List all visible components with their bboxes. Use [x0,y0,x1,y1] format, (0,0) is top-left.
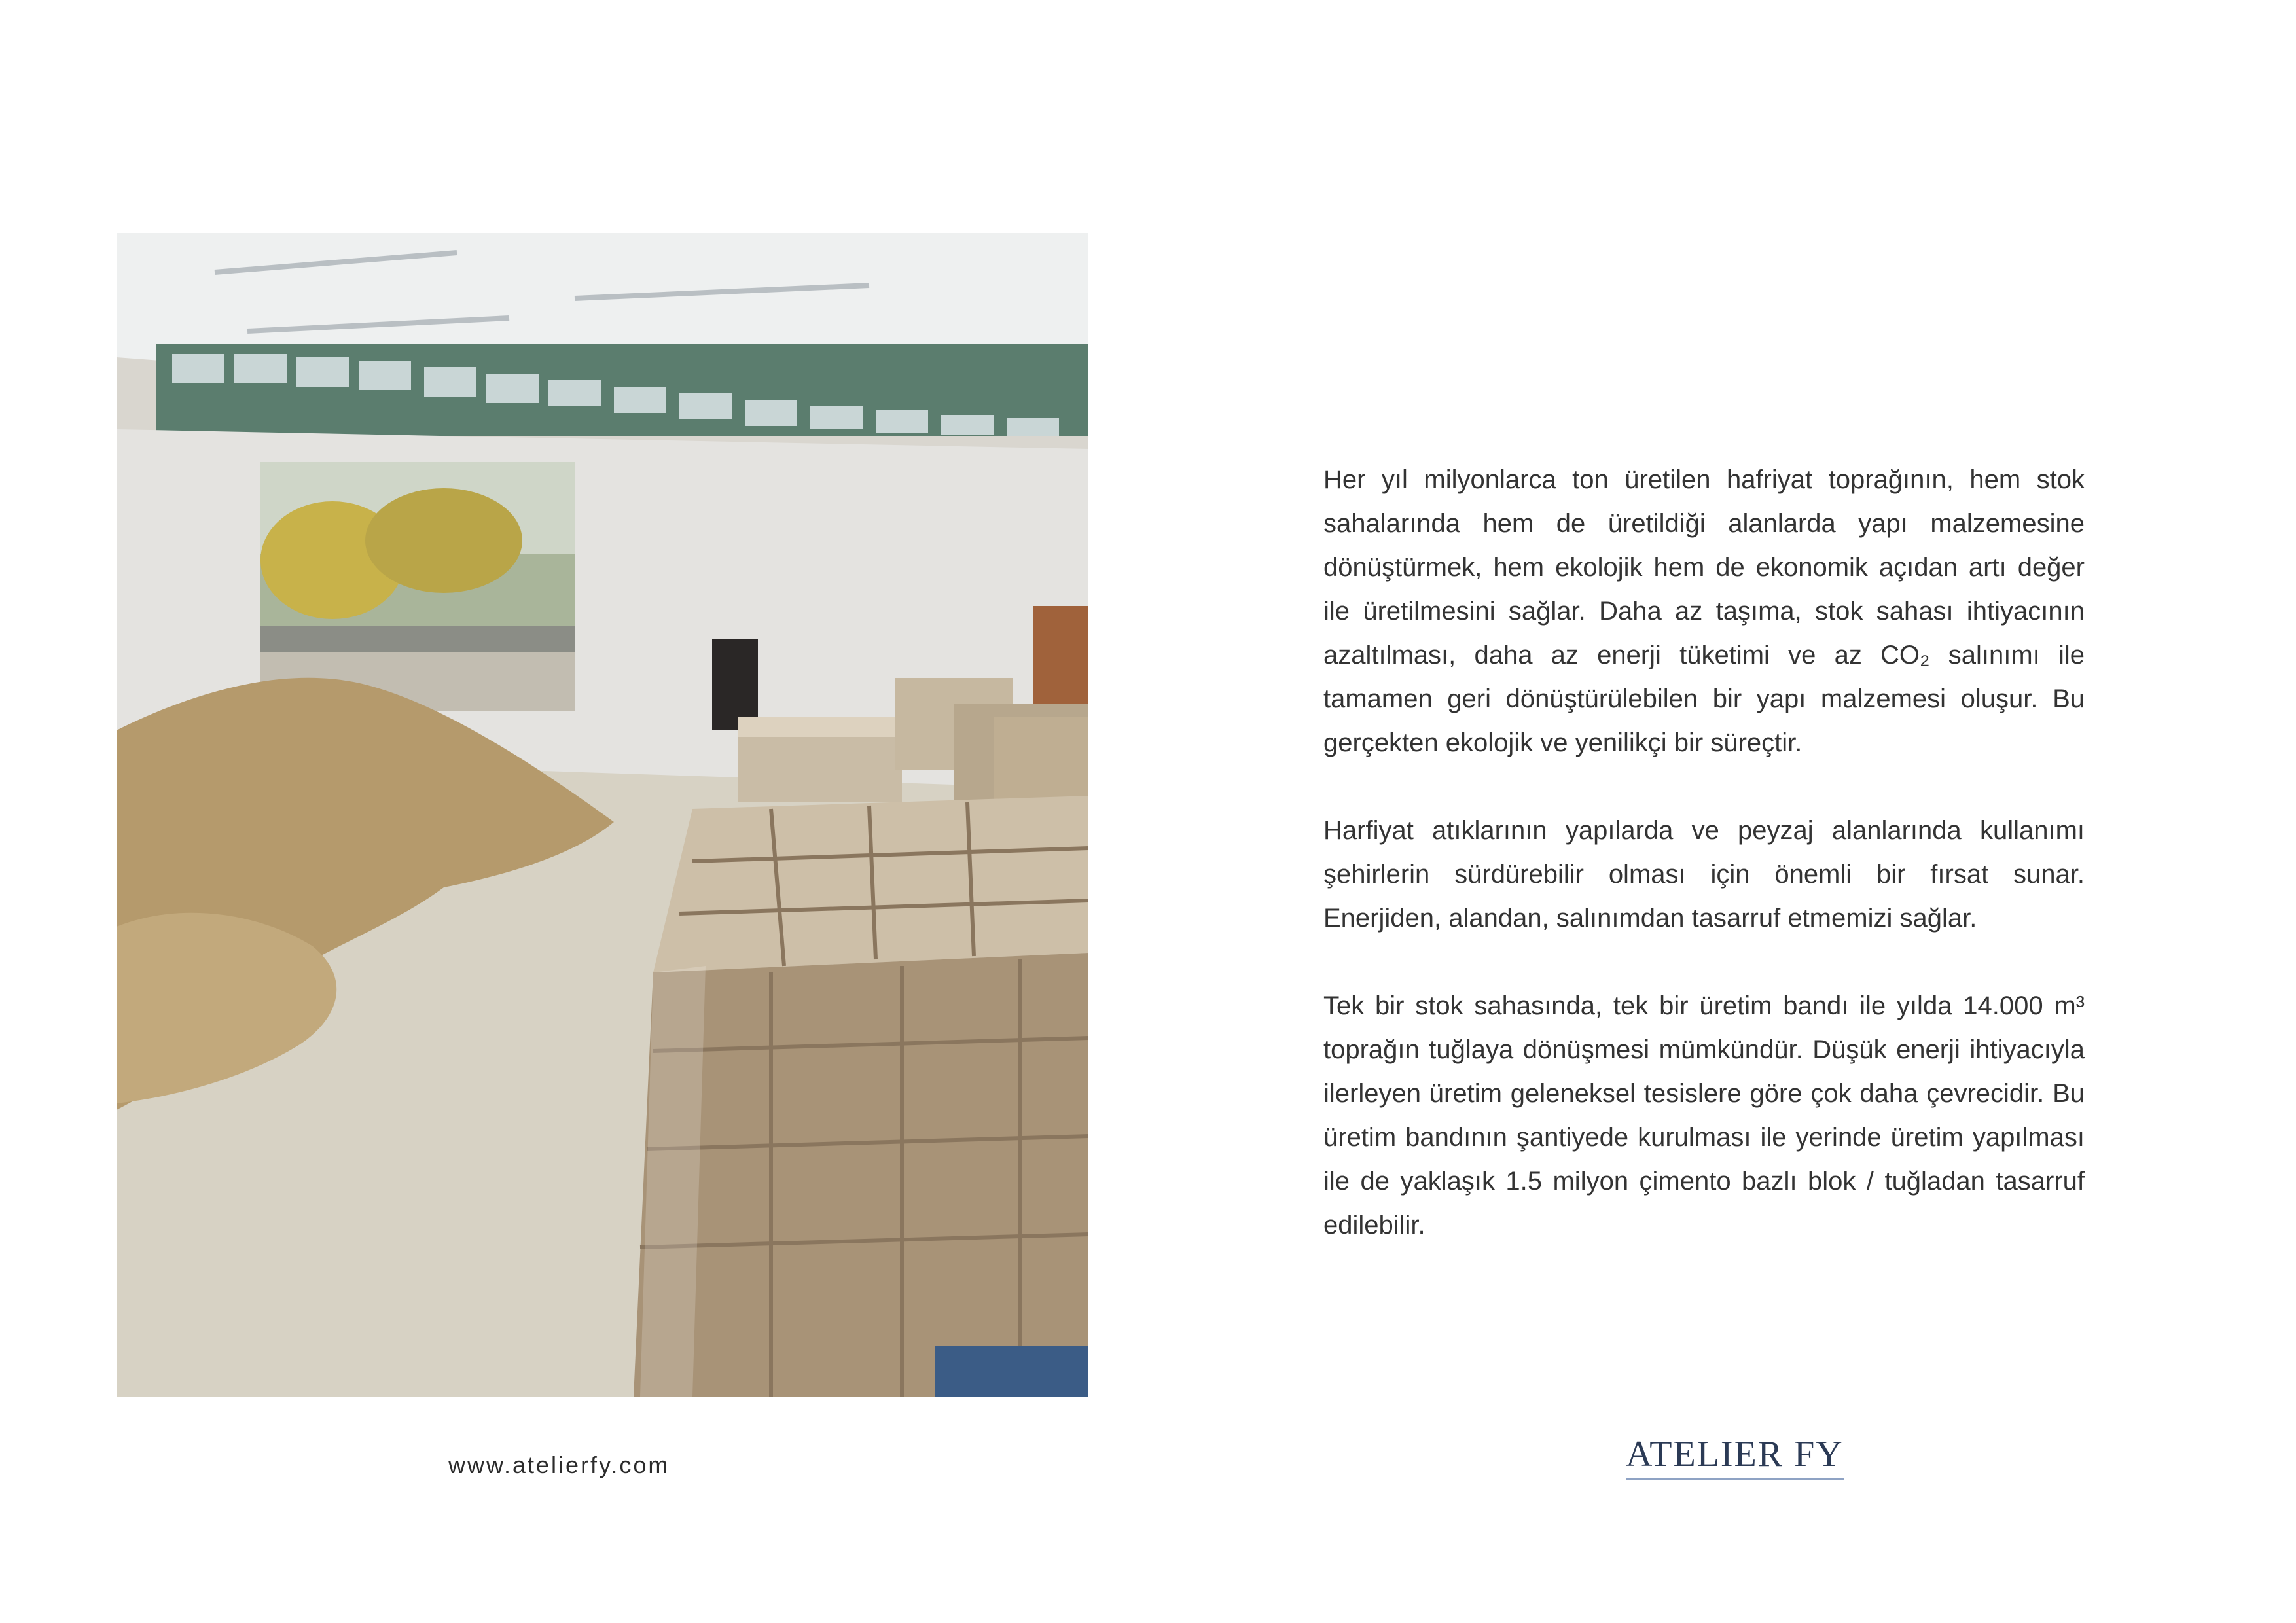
paragraph-production: Tek bir stok sahasında, tek bir üretim bandı ile yılda 14.000 m³ toprağın tuğlaya dönüşmesi mümkündür. Düşük enerji ihtiyacıyla ilerleyen üretim geleneksel tesislere göre çok daha çevrecidir. Bu üretim bandının şantiyede kurulması ile yerinde üretim yapılması ile de yaklaşık 1.5 milyon çimento bazlı blok / tuğladan tasarruf edilebilir. [1323,991,2085,1240]
paragraph-urban: Harfiyat atıklarının yapılarda ve peyzaj alanlarında kullanımı şehirlerin sürdürebilir olması için önemli bir fırsat sunar. Enerjiden, alandan, salınımdan tasarruf etmemizi sağlar. [1323,816,2085,933]
brand-logo: ATELIER FY [1626,1433,1844,1480]
warehouse-illustration [117,233,1088,1397]
warehouse-photo [117,233,1088,1397]
body-text [1323,458,2085,1291]
website-link[interactable]: www.atelierfy.com [448,1452,670,1478]
paragraph-intro: Her yıl milyonlarca ton üretilen hafriyat toprağının, hem stok sahalarında hem de üretildiği alanlarda yapı malzemesine dönüştürmek, hem ekolojik hem de ekonomik açıdan artı değer ile üretilmesini sağlar. Daha az taşıma, stok sahası ihtiyacının azaltılması, daha az enerji tüketimi ve az CO₂ salınımı ile tamamen geri dönüştürülebilen bir yapı malzemesi oluşur. Bu gerçekten ekolojik ve yenilikçi bir süreçtir. [1323,465,2085,757]
